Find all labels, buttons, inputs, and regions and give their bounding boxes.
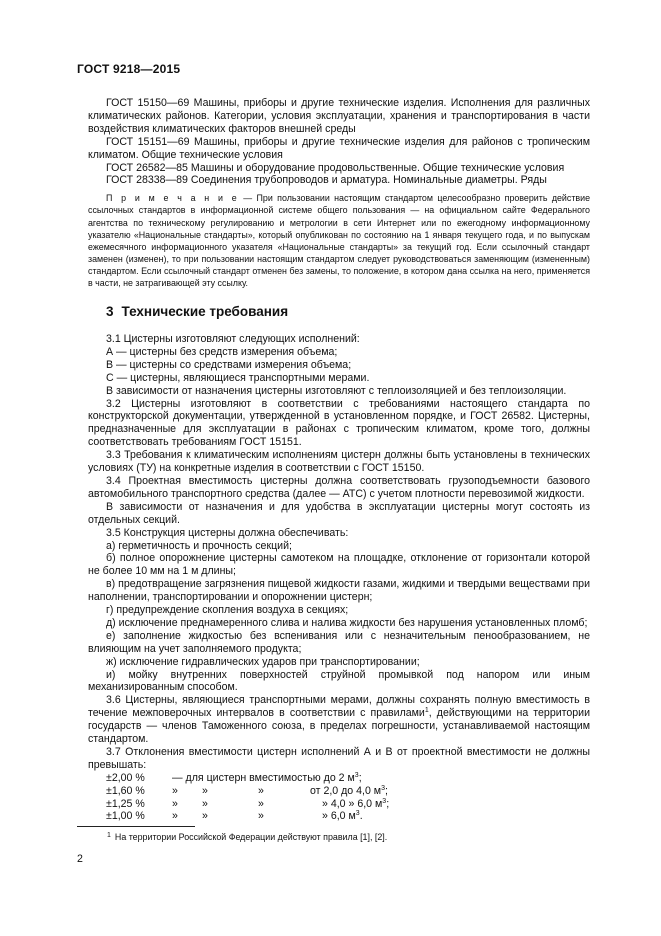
clause-3-6-text: 3.6 Цистерны, являющиеся транспортными мерами, должны сохранять полную вместимость в течение межповерочных интервалов в соответствии с правилами — [88, 694, 590, 720]
clause-3-3: 3.3 Требования к климатическим исполнениям цистерн должны быть установлены в технических условиях (ТУ) на конкретные изделия в соответствии с ГОСТ 15150. — [88, 449, 590, 475]
tolerance-row — [88, 810, 590, 823]
clause-3-7: 3.7 Отклонения вместимости цистерн исполнений А и В от проектной вместимости не должны превышать: — [88, 746, 590, 771]
clause-3-6-text-end: , действующими на территории государств — членов Таможенного союза, в пределах погрешности, устанавливаемой настоящим стандартом. — [88, 707, 590, 746]
page-header: ГОСТ 9218—2015 — [77, 62, 181, 76]
ditto-mark: » — [202, 797, 208, 810]
clause-3-6 — [88, 694, 590, 746]
note-label: П р и м е ч а н и е — [106, 193, 239, 204]
page-number: 2 — [77, 853, 83, 865]
ditto-mark: » — [172, 797, 178, 810]
clause-3-5-v: в) предотвращение загрязнения пищевой жидкости газами, жидкими и твердыми веществами при наполнении, транспортировании и опорожнении цистерн; — [88, 578, 590, 604]
tolerance-value: ±1,00 % — [106, 810, 145, 823]
footnote-text: На территории Российской Федерации действуют правила [1], [2]. — [114, 832, 388, 842]
ref-gost-15150: ГОСТ 15150—69 Машины, приборы и другие технические изделия. Исполнения для различных климатических районов. Категории, условия эксплуатации, хранения и транспортирования в части воздействия климатических факторов внешней среды — [88, 97, 590, 135]
ditto-mark: » — [202, 810, 208, 823]
clause-3-1-d: В зависимости от назначения цистерны изготовляют с теплоизоляцией и без теплоизоляции. — [106, 384, 567, 397]
section-title: Технические требования — [121, 304, 289, 320]
clause-3-2: 3.2 Цистерны изготовляют в соответствии с требованиями настоящего стандарта по конструкторской документации, утвержденной в установленном порядке, и ГОСТ 26582. Цистерны, предназначенные для эксплуатации в районах с тропическим климатом, кроме того, должны соответствовать требованиям ГОСТ 15151. — [88, 397, 590, 449]
ditto-mark: » — [258, 784, 264, 797]
ref-gost-15151: ГОСТ 15151—69 Машины, приборы и другие технические изделия для районов с тропическим климатом. Общие технические условия — [88, 135, 590, 161]
tolerance-range: от 2,0 до 4,0 $м^3$; — [310, 784, 388, 797]
tolerance-list — [88, 772, 590, 824]
footnote-ref: 1 — [424, 707, 429, 715]
clause-3-5: 3.5 Конструкция цистерны должна обеспечивать: — [106, 526, 349, 539]
tolerance-value: ±1,60 % — [106, 784, 145, 797]
clause-3-1-b: В — цистерны со средствами измерения объема; — [106, 358, 352, 371]
ditto-mark: » — [172, 784, 178, 797]
ditto-mark: » — [258, 810, 264, 823]
clause-3-5-d: д) исключение преднамеренного слива и налива жидкости без нарушения установленных пломб; — [106, 616, 588, 629]
note-text: — При пользовании настоящим стандартом целесообразно проверить действие ссылочных стандартов в информационной системе общего пользования — на официальном сайте Федерального агентства по техническому регулированию и метрологии в сети Интернет или по ежегодному информационному указателю «Национальные стандарты», который опубликован по состоянию на 1 января текущего года, и по выпускам ежемесячного информационного указателя «Национальные стандарты» за текущий год. Если ссылочный стандарт заменен (изменен), то при пользовании настоящим стандартом следует руководствоваться заменяющим (измененным) стандартом. Если ссылочный стандарт отменен без замены, то положение, в котором дана ссылка на него, применяется в части, не затрагивающей эту ссылку. — [88, 193, 591, 288]
tolerance-row — [88, 772, 590, 785]
tolerance-value: ±1,25 % — [106, 797, 145, 810]
footnote-divider — [77, 826, 195, 827]
ditto-mark: » — [202, 784, 208, 797]
clause-3-5-a: а) герметичность и прочность секций; — [106, 539, 292, 552]
tolerance-range: » 6,0 $м^3$. — [322, 810, 363, 823]
clause-3-5-e: е) заполнение жидкостью без вспенивания или с незначительным пенообразованием, не влияющим на учет заполняемого продукта; — [88, 629, 590, 655]
clause-3-5-zh: ж) исключение гидравлических ударов при транспортировании; — [106, 655, 420, 668]
clause-3-1-c: С — цистерны, являющиеся транспортными мерами. — [106, 371, 370, 384]
clause-3-5-b: б) полное опорожнение цистерны самотеком на площадке, отклонение от горизонтали которой не более 10 мм на 1 м длины; — [88, 552, 590, 578]
clause-3-5-i: и) мойку внутренних поверхностей струйной промывкой под напором или иным механизированным способом. — [88, 668, 590, 694]
clause-3-1-a: А — цистерны без средств измерения объема; — [106, 345, 338, 358]
tolerance-desc: — для цистерн вместимостью до 2 $м^3$; — [172, 771, 362, 784]
page-content — [88, 97, 590, 823]
tolerance-range: » 4,0 » 6,0 $м^3$; — [322, 797, 390, 810]
section-heading — [106, 306, 590, 319]
clause-3-1: 3.1 Цистерны изготовляют следующих исполнений: — [106, 333, 360, 345]
footnote-mark: 1 — [107, 832, 111, 839]
ref-gost-28338: ГОСТ 28338—89 Соединения трубопроводов и арматура. Номинальные диаметры. Ряды — [106, 174, 547, 187]
clause-3-4: 3.4 Проектная вместимость цистерны должна соответствовать грузоподъемности базового автомобильного транспортного средства (далее — АТС) с учетом плотности перевозимой жидкости. — [88, 474, 590, 500]
tolerance-row — [88, 785, 590, 798]
ref-gost-26582: ГОСТ 26582—85 Машины и оборудование продовольственные. Общие технические условия — [106, 161, 565, 174]
ditto-mark: » — [172, 810, 178, 823]
ditto-mark: » — [258, 797, 264, 810]
footnote — [107, 832, 387, 842]
tolerance-value: ±2,00 % — [106, 771, 145, 784]
section-number: 3 — [106, 304, 114, 320]
note-block — [88, 192, 590, 289]
tolerance-row — [88, 798, 590, 811]
clause-3-4-b: В зависимости от назначения и для удобства в эксплуатации цистерны могут состоять из отдельных секций. — [88, 500, 590, 526]
clause-3-5-g: г) предупреждение скопления воздуха в секциях; — [106, 604, 349, 617]
